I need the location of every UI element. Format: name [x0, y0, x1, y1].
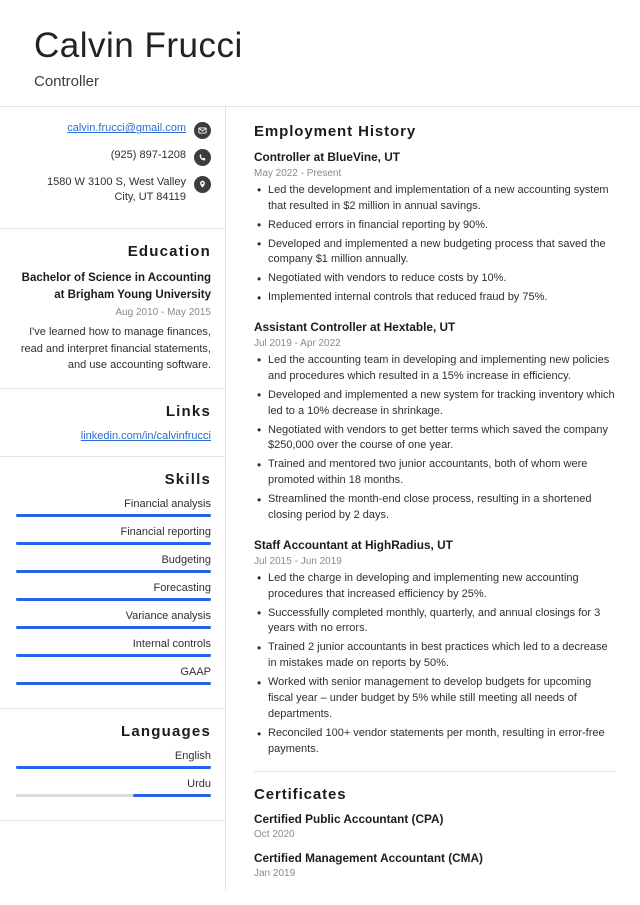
job-bullets: [254, 571, 616, 758]
job-dates: May 2022 - Present: [254, 167, 342, 179]
certificate-entry: [254, 851, 616, 879]
education-dates: Aug 2010 - May 2015: [115, 307, 211, 319]
address-text: 1580 W 3100 S, West Valley City, UT 84119: [47, 176, 186, 204]
contact-row-address: [16, 175, 211, 205]
email-text: [67, 121, 186, 136]
list-item: [16, 666, 211, 685]
languages-title: Languages: [121, 722, 211, 740]
list-item: [16, 778, 211, 797]
phone-text: (925) 897-1208: [110, 149, 186, 162]
certificate-name: Certified Public Accountant (CPA): [254, 811, 444, 826]
skill-label: Internal controls: [132, 637, 211, 650]
skill-level-bar: [16, 682, 211, 685]
certificate-name: Certified Management Accountant (CMA): [254, 850, 483, 865]
language-level-bar: [16, 794, 211, 797]
job-dates: Jul 2015 - Jun 2019: [254, 555, 342, 567]
list-item: • Led the charge in developing and implementing new accounting procedures that increased efficiency by 25%.: [254, 571, 616, 603]
skill-label: Budgeting: [161, 553, 211, 566]
skill-label: Financial reporting: [120, 525, 211, 538]
certificate-entry: [254, 812, 616, 840]
header-job-title: Controller: [34, 73, 100, 91]
resume-body: [0, 107, 640, 891]
certificate-date: Oct 2020: [254, 828, 295, 840]
list-item: [16, 554, 211, 573]
list-item: • Implemented internal controls that reduced fraud by 75%.: [254, 290, 616, 306]
job-dates: Jul 2019 - Apr 2022: [254, 337, 341, 349]
envelope-icon: [194, 122, 211, 139]
list-item: • Streamlined the month-end close process, resulting in a shortened closing period by 2 days.: [254, 492, 616, 524]
skill-level-bar: [16, 626, 211, 629]
skill-label: Financial analysis: [124, 497, 211, 510]
list-item: [16, 610, 211, 629]
list-item: • Trained and mentored two junior accountants, both of whom were promoted within 18 months.: [254, 457, 616, 489]
list-item: • Developed and implemented a new budgeting process that saved the company $1 million annually.: [254, 237, 616, 269]
education-title: Education: [127, 242, 211, 260]
employment-title: Employment History: [254, 123, 417, 141]
list-item: • Reconciled 100+ vendor statements per month, resulting in error-free payments.: [254, 726, 616, 758]
skill-level-bar: [16, 654, 211, 657]
links-title: Links: [165, 402, 211, 420]
education-block: [0, 229, 225, 389]
skill-label: Variance analysis: [125, 609, 211, 622]
skill-level-bar: [16, 542, 211, 545]
contact-row-phone: [16, 148, 211, 166]
contact-row-email: [16, 121, 211, 139]
contact-block: [0, 107, 225, 229]
section-divider: [254, 771, 616, 772]
list-item: • Led the development and implementation of a new accounting system that resulted in $2 million in annual savings.: [254, 183, 616, 215]
certificates-title: Certificates: [254, 785, 347, 803]
list-item: [16, 498, 211, 517]
links-block: [0, 389, 225, 457]
list-item: [16, 430, 211, 442]
list-item: • Successfully completed monthly, quarterly, and annual closings for 3 years with no errors.: [254, 606, 616, 638]
list-item: • Reduced errors in financial reporting by 90%.: [254, 218, 616, 234]
job-heading: Staff Accountant at HighRadius, UT: [254, 538, 453, 553]
job-heading: Assistant Controller at Hextable, UT: [254, 320, 456, 335]
skill-level-bar: [16, 570, 211, 573]
employment-entry: [254, 319, 616, 524]
linkedin-link[interactable]: linkedin.com/in/calvinfrucci: [80, 429, 211, 442]
language-label: Urdu: [187, 777, 211, 790]
education-degree: Bachelor of Science in Accounting at Brigham Young University: [21, 271, 211, 301]
skill-level-bar: [16, 514, 211, 517]
certificate-date: Jan 2019: [254, 867, 296, 879]
skill-label: GAAP: [180, 665, 211, 678]
list-item: • Negotiated with vendors to reduce costs by 10%.: [254, 271, 616, 287]
employment-entry: [254, 537, 616, 758]
list-item: • Led the accounting team in developing and implementing new policies and procedures which resulted in a 15% increase in efficiency.: [254, 353, 616, 385]
job-bullets: [254, 353, 616, 524]
language-label: English: [174, 749, 211, 762]
list-item: • Developed and implemented a new system for tracking inventory which led to a 10% decrease in shrinkage.: [254, 388, 616, 420]
language-level-bar: [16, 766, 211, 769]
list-item: [16, 582, 211, 601]
resume-header: [0, 0, 640, 107]
job-bullets: [254, 183, 616, 307]
languages-block: [0, 709, 225, 821]
list-item: [16, 638, 211, 657]
list-item: [16, 750, 211, 769]
list-item: [16, 526, 211, 545]
education-description: I've learned how to manage finances, read and interpret financial statements, and use accounting software.: [20, 326, 211, 372]
employment-entry: [254, 149, 616, 306]
list-item: • Trained 2 junior accountants in best practices which led to a decrease in mistakes made on reports by 50%.: [254, 640, 616, 672]
list-item: • Negotiated with vendors to get better terms which saved the company $250,000 over the course of one year.: [254, 423, 616, 455]
skills-title: Skills: [164, 470, 211, 488]
list-item: • Worked with senior management to develop budgets for upcoming fiscal year – under budget by 5% while still meeting all needs of departments.: [254, 675, 616, 723]
phone-icon: [194, 149, 211, 166]
location-pin-icon: [194, 176, 211, 193]
sidebar: [0, 107, 226, 891]
skill-label: Forecasting: [153, 581, 211, 594]
skills-block: [0, 457, 225, 709]
job-heading: Controller at BlueVine, UT: [254, 150, 400, 165]
email-link[interactable]: calvin.frucci@gmail.com: [67, 122, 186, 135]
skill-level-bar: [16, 598, 211, 601]
page-title: Calvin Frucci: [34, 26, 243, 65]
main-content: [226, 107, 640, 891]
